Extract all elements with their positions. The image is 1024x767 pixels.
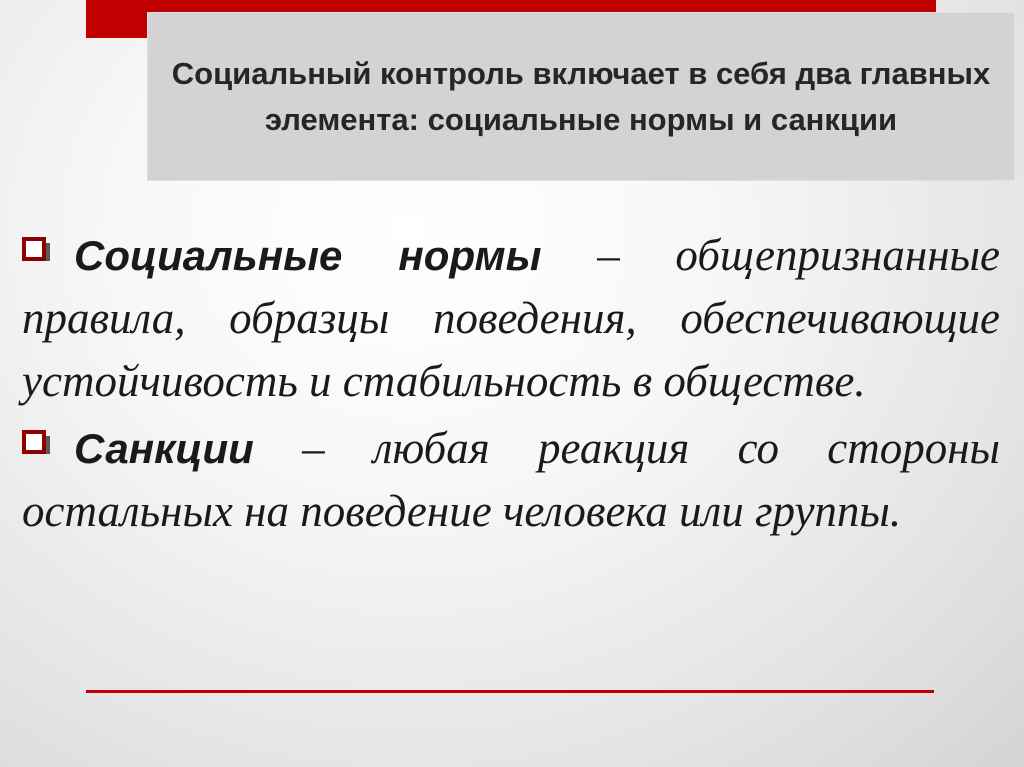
title-box [148,13,1014,180]
checkbox-square-icon [22,237,52,267]
definition-text: – любая реакция со стороны остальных на поведение человека или группы. [22,423,1000,536]
definition-social-norms [22,224,1000,413]
definitions-list [22,224,1000,547]
checkbox-square-icon [22,430,52,460]
definition-sanctions [22,417,1000,543]
definition-text: – общепризнанные правила, образцы поведения, обеспечивающие устойчивость и стабильность в обществе. [22,230,1000,406]
definition-term: Социальные нормы [74,232,542,279]
slide-title: Социальный контроль включает в себя два главных элемента: социальные нормы и санкции [171,55,991,137]
definition-term: Санкции [74,425,254,472]
bottom-divider [86,690,934,693]
